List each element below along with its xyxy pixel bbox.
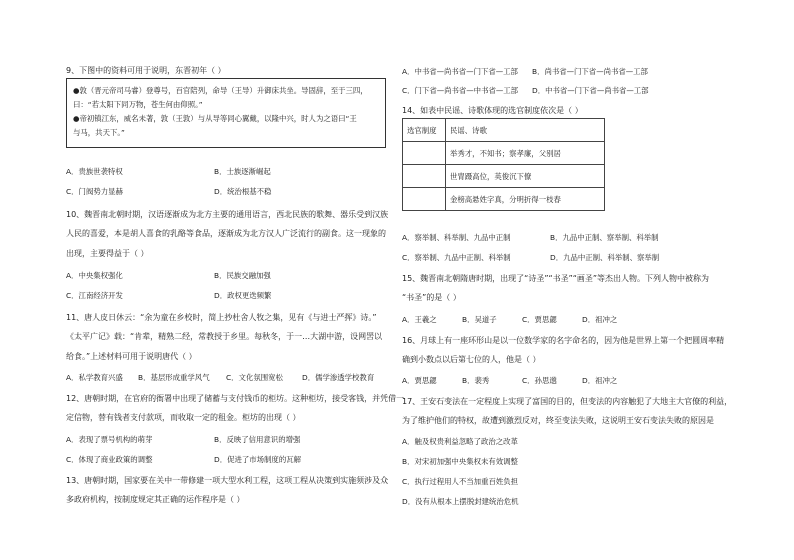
q15-option-b[interactable]: B．吴道子 bbox=[462, 315, 497, 324]
q11-line: 《太平广记》载：“肯辈，精熟二经，常教授于乡里。每秋冬，于一…大湖中游，设网罟以 bbox=[66, 332, 383, 341]
q11-option-b[interactable]: B．基层形成重学风气 bbox=[138, 373, 210, 382]
q13-option-d[interactable]: D．中书省—门下省—尚书省—工部 bbox=[532, 86, 649, 95]
q11-line: 11、唐人皮日休云：“余为童在乡校时，简上抄杜舍人牧之集，见有《与进士严挥》诗。” bbox=[66, 313, 377, 322]
q10-option-b[interactable]: B．民族交融加强 bbox=[214, 271, 271, 280]
q13-option-b[interactable]: B．尚书省—门下省—尚书省—工部 bbox=[532, 67, 648, 76]
q14-stem: 14、如表中民谣、诗歌体现的选官制度依次是（ ） bbox=[402, 106, 583, 115]
table-header: 选官制度 bbox=[403, 119, 446, 142]
q10-option-c[interactable]: C．江南经济开发 bbox=[66, 291, 123, 300]
q13-option-c[interactable]: C．门下省—尚书省—中书省—工部 bbox=[402, 86, 519, 95]
q17-option-c[interactable]: C．执行过程用人不当加重百姓负担 bbox=[402, 477, 519, 486]
q12-option-b[interactable]: B．反映了信用意识的增强 bbox=[214, 435, 301, 444]
q10-line: 10、魏晋南北朝时期，汉语逐渐成为北方主要的通用语言，西北民族的歌舞、器乐受到汉族 bbox=[66, 210, 389, 219]
q11-option-a[interactable]: A．私学教育兴盛 bbox=[66, 373, 123, 382]
q11-line: 给食。”上述材料可用于说明唐代（ ） bbox=[66, 352, 197, 361]
q16-option-d[interactable]: D．祖冲之 bbox=[582, 376, 618, 385]
q14-option-a[interactable]: A．察举制、科举制、九品中正制 bbox=[402, 233, 511, 242]
q12-line: 12、唐朝时期，在官府的衙署中出现了储蓄与支付钱币的柜坊。这种柜坊，接受客钱，并凭借一 bbox=[66, 394, 405, 403]
q14-option-b[interactable]: B．九品中正制、察举制、科举制 bbox=[550, 233, 659, 242]
table-row bbox=[403, 165, 605, 188]
q11-option-c[interactable]: C．文化氛围宽松 bbox=[226, 373, 283, 382]
q15-option-a[interactable]: A．王羲之 bbox=[402, 315, 437, 324]
q9-option-a[interactable]: A．贵族世袭特权 bbox=[66, 167, 123, 176]
q17-option-d[interactable]: D．没有从根本上摆脱封建统治危机 bbox=[402, 497, 519, 506]
q9-box-line: 与马，共天下。” bbox=[73, 128, 125, 137]
q9-source-box bbox=[66, 78, 386, 148]
q10-line: 出现，主要得益于（ ） bbox=[66, 249, 149, 258]
q11-option-d[interactable]: D．儒学渗透学校教育 bbox=[302, 373, 375, 382]
q12-line: 定信物，替有钱者支付款项，而收取一定的租金。柜坊的出现（ ） bbox=[66, 413, 301, 422]
q16-line: 16、月球上有一座环形山是以一位数学家的名字命名的，因为他是世界上第一个把圆周率精 bbox=[402, 336, 725, 345]
q16-option-c[interactable]: C．孙思邈 bbox=[522, 376, 557, 385]
q15-option-c[interactable]: C．贾思勰 bbox=[522, 315, 557, 324]
q17-line: 17、王安石变法在一定程度上实现了富国的目的，但变法的内容触犯了大地主大官僚的利益， bbox=[402, 397, 733, 406]
q12-option-a[interactable]: A．表现了票号机构的萌芽 bbox=[66, 435, 153, 444]
q15-line: 15、魏晋南北朝隋唐时期，出现了“诗圣”“书圣”“画圣”等杰出人物。下列人物中被称为 bbox=[402, 274, 710, 283]
table-cell bbox=[403, 165, 446, 188]
q17-option-a[interactable]: A．触及权贵利益忽略了政治之改革 bbox=[402, 437, 518, 446]
q14-table bbox=[402, 118, 605, 211]
q13-option-a[interactable]: A．中书省—尚书省—门下省—工部 bbox=[402, 67, 518, 76]
q9-box-line: 曰：“若太阳下同万物，苍生何由仰照。” bbox=[73, 100, 203, 109]
q14-option-d[interactable]: D．九品中正制、科举制、察举制 bbox=[550, 253, 660, 262]
q14-option-c[interactable]: C．察举制、九品中正制、科举制 bbox=[402, 253, 511, 262]
q12-option-c[interactable]: C．体现了商业政策的调整 bbox=[66, 455, 153, 464]
table-row bbox=[403, 188, 605, 211]
q10-line: 人民的喜爱，本是胡人喜食的乳酪等食品，逐渐成为北方汉人广泛流行的副食。这一现象的 bbox=[66, 229, 386, 238]
q9-option-b[interactable]: B．士族逐渐崛起 bbox=[214, 167, 271, 176]
q15-option-d[interactable]: D．祖冲之 bbox=[582, 315, 618, 324]
q16-option-b[interactable]: B．裴秀 bbox=[462, 376, 490, 385]
q10-option-a[interactable]: A．中央集权强化 bbox=[66, 271, 123, 280]
table-cell: 世胄蹑高位，英俊沉下僚 bbox=[446, 165, 605, 188]
q9-option-c[interactable]: C．门阀势力显赫 bbox=[66, 187, 123, 196]
q12-option-d[interactable]: D．促进了市场制度的瓦解 bbox=[214, 455, 301, 464]
q13-line: 多政府机构，按制度规定其正确的运作程序是（ ） bbox=[66, 495, 245, 504]
q16-line: 确到小数点以后第七位的人，他是（ ） bbox=[402, 355, 541, 364]
table-row bbox=[403, 142, 605, 165]
q17-option-b[interactable]: B．对宋初加强中央集权未有效调整 bbox=[402, 457, 518, 466]
table-cell bbox=[403, 188, 446, 211]
table-header: 民谣、诗歌 bbox=[446, 119, 605, 142]
q9-stem: 9、下图中的资料可用于说明，东晋初年（ ） bbox=[66, 66, 226, 75]
q16-option-a[interactable]: A．贾思勰 bbox=[402, 376, 437, 385]
q9-box-line: ●敦（晋元帝司马睿）登尊号，百官陪列，命导（王导）升御床共坐。导固辞，至于三四， bbox=[73, 86, 368, 95]
q9-option-d[interactable]: D．统治根基不稳 bbox=[214, 187, 272, 196]
q17-line: 为了维护他们的特权，故遭到激烈反对，终至变法失败，这说明王安石变法失败的原因是 bbox=[402, 416, 714, 425]
q13-line: 13、唐朝时期，国家要在关中一带修建一项大型水利工程，这项工程从决策到实施须涉及众 bbox=[66, 476, 389, 485]
q9-box-line: ●帝初镇江东，威名未著，敦（王敦）与从导等同心翼戴，以隆中兴，时人为之语曰“王 bbox=[73, 114, 357, 123]
table-cell: 金榜高悬姓字真，分明折得一枝春 bbox=[446, 188, 605, 211]
q15-line: “书圣”的是（ ） bbox=[402, 293, 461, 302]
table-cell: 举秀才，不知书；察孝廉，父别居 bbox=[446, 142, 605, 165]
q10-option-d[interactable]: D．政权更迭频繁 bbox=[214, 291, 272, 300]
table-header-row bbox=[403, 119, 605, 142]
table-cell bbox=[403, 142, 446, 165]
